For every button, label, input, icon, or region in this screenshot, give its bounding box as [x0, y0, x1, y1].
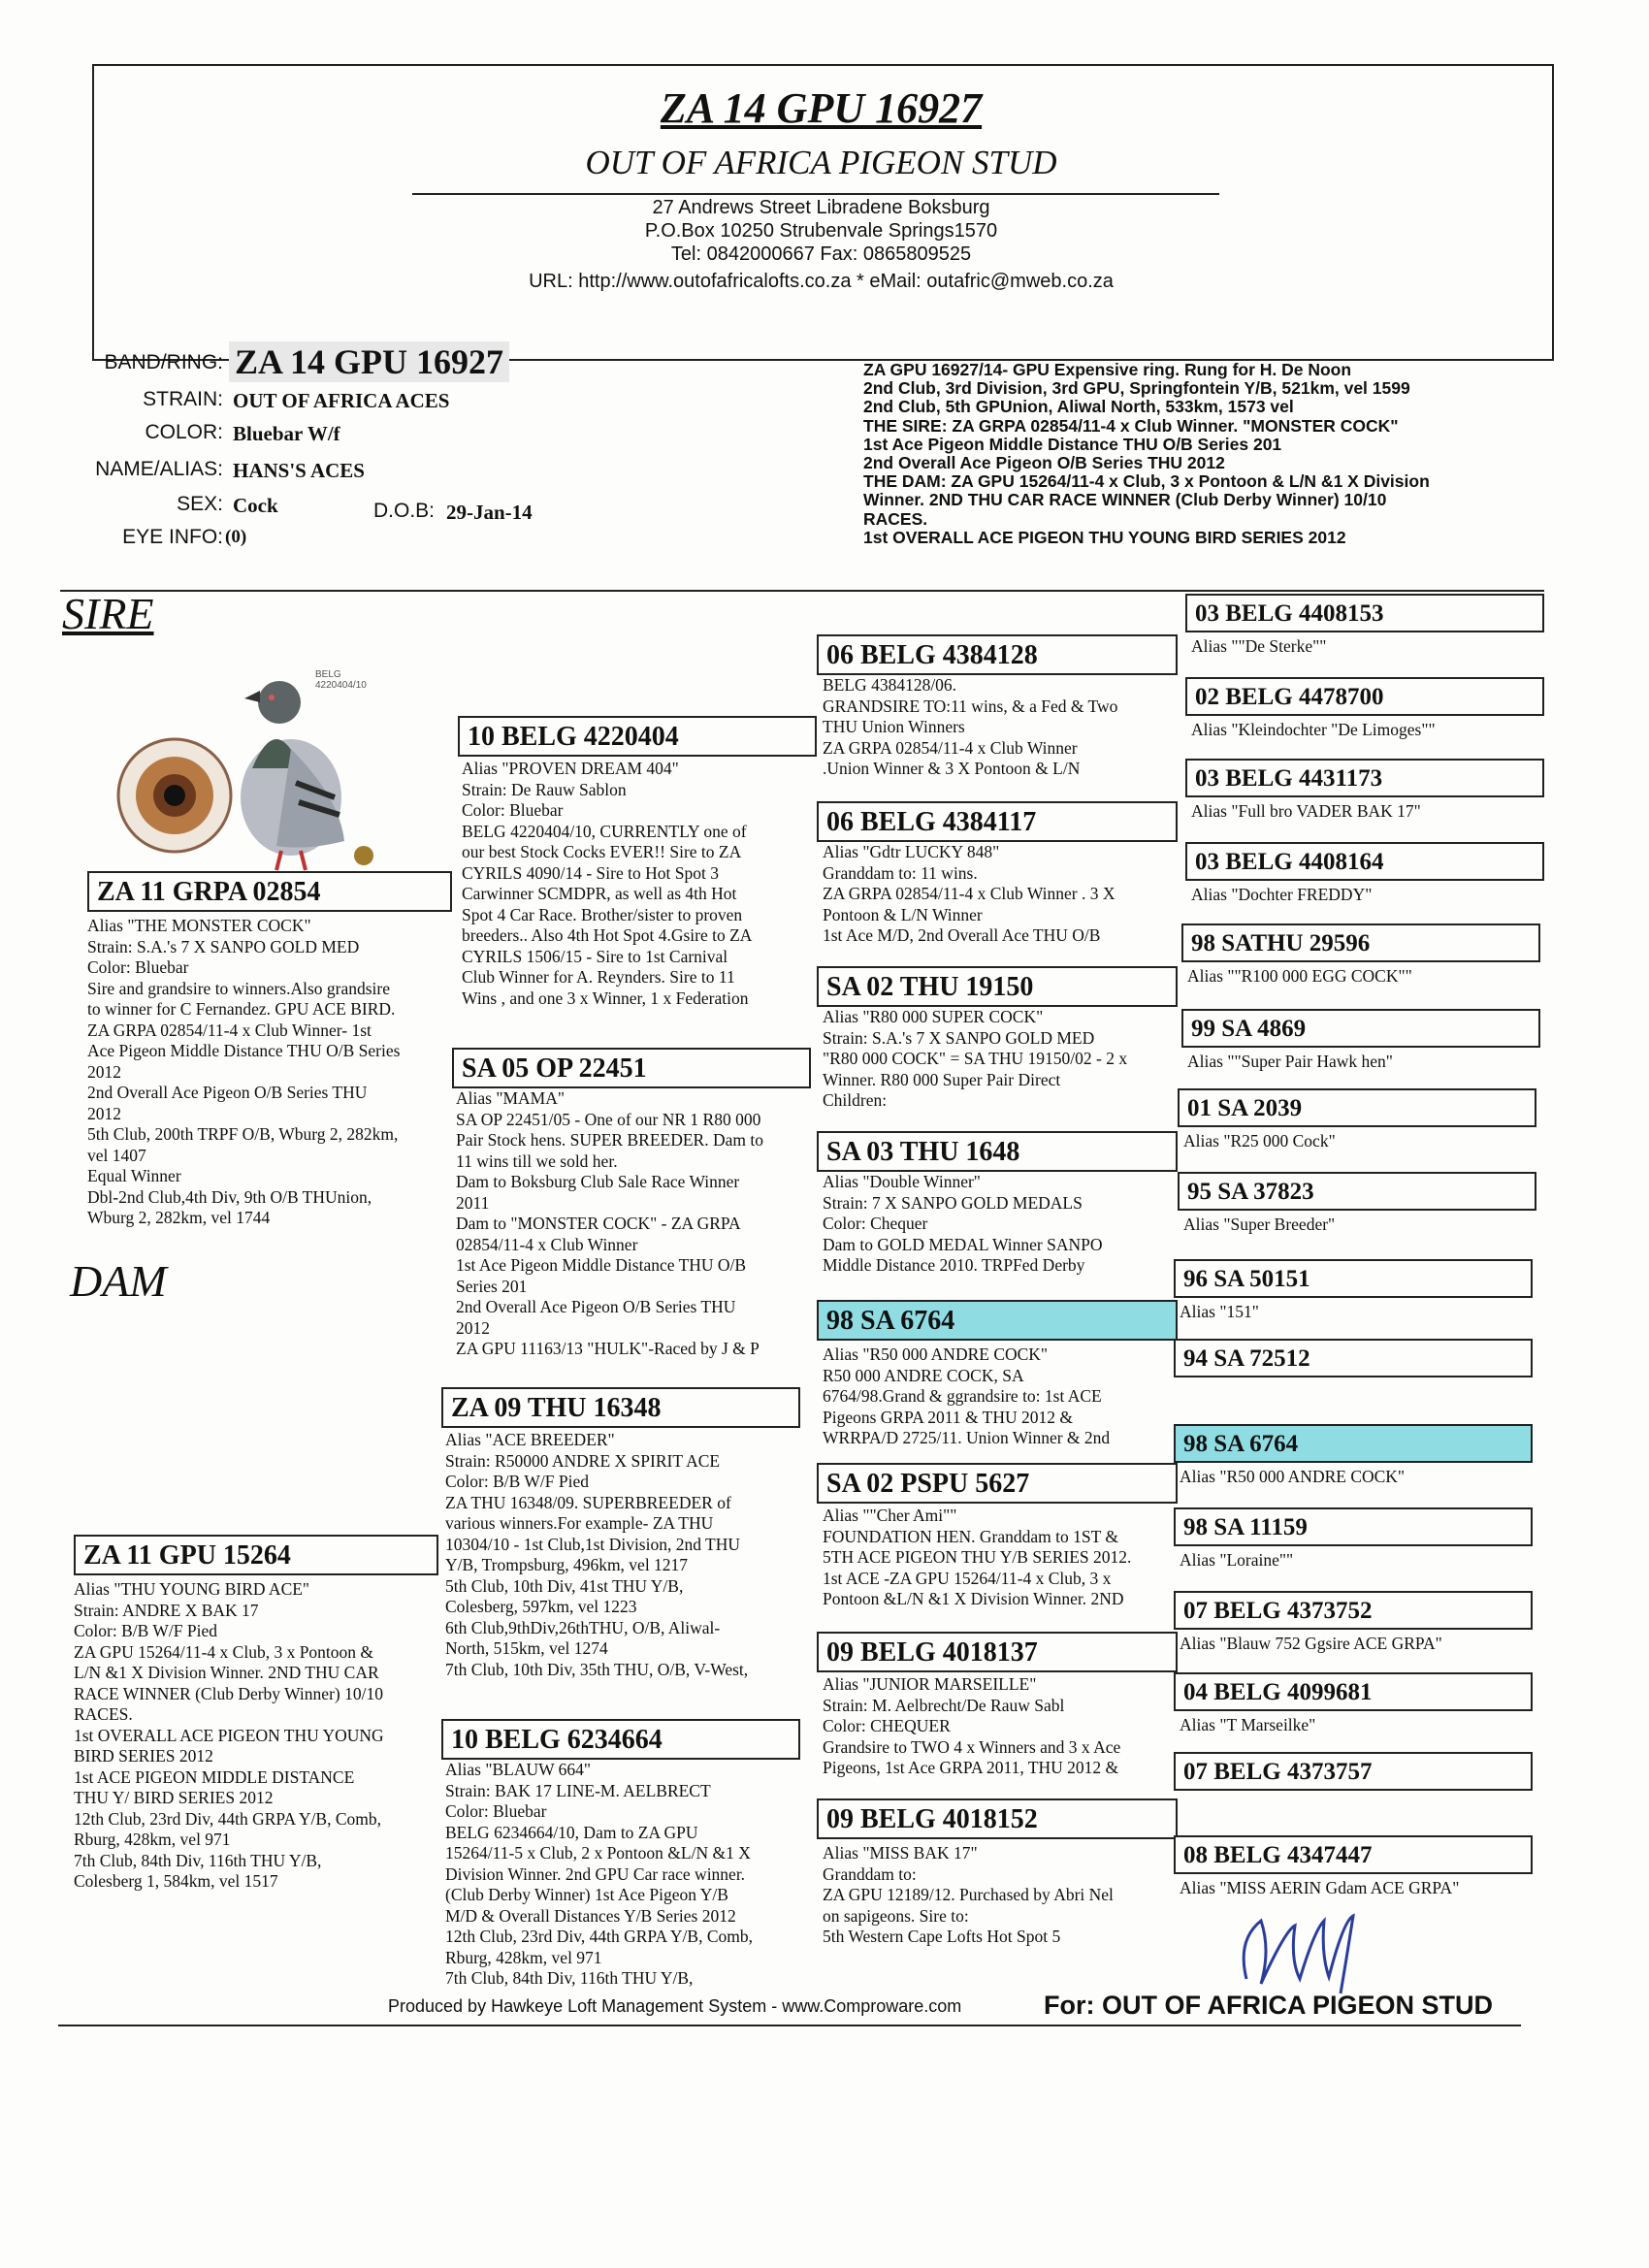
grandparent-line: CYRILS 4090/14 - Sire to Hot Spot 3 — [462, 862, 719, 883]
great-grandparent-line: Children: — [823, 1090, 888, 1110]
grandparent-line: Strain: BAK 17 LINE-M. AELBRECT — [445, 1780, 711, 1800]
dam-line: BIRD SERIES 2012 — [74, 1746, 213, 1766]
produced-by: Produced by Hawkeye Loft Management System - www.Comproware.com — [388, 1996, 962, 2016]
grandparent-line: Strain: De Rauw Sablon — [462, 779, 627, 799]
dam-line: Alias "THU YOUNG BIRD ACE" — [74, 1579, 310, 1599]
note-line: THE SIRE: ZA GRPA 02854/11-4 x Club Winner. "MONSTER COCK" — [863, 415, 1399, 436]
ggg-alias: Alias "Full bro VADER BAK 17" — [1191, 801, 1421, 821]
ggg-alias: Alias "Blauw 752 Ggsire ACE GRPA" — [1180, 1634, 1442, 1653]
dam-line: L/N &1 X Division Winner. 2ND THU CAR — [74, 1663, 379, 1682]
grandparent-line: Pair Stock hens. SUPER BREEDER. Dam to — [456, 1130, 763, 1150]
grandparent-line: Color: Bluebar — [445, 1801, 547, 1821]
note-line: Winner. 2ND THU CAR RACE WINNER (Club Derby Winner) 10/10 — [863, 490, 1387, 510]
grandparent-line: M/D & Overall Distances Y/B Series 2012 — [445, 1905, 736, 1926]
band-value: ZA 14 GPU 16927 — [229, 341, 509, 382]
great-grandparent-line: Grandsire to TWO 4 x Winners and 3 x Ace — [823, 1736, 1121, 1757]
great-grandparent-line: 1st ACE -ZA GPU 15264/11-4 x Club, 3 x — [823, 1568, 1112, 1588]
strain-label: STRAIN: — [143, 388, 223, 410]
grandparent-line: Colesberg, 597km, vel 1223 — [445, 1597, 637, 1616]
great-grandparent-details — [823, 1674, 1183, 1783]
great-grandparent-details — [823, 1172, 1183, 1280]
signature-icon — [1232, 1901, 1368, 1998]
ggg-ring: 98 SATHU 29596 — [1181, 923, 1540, 962]
for-line: For: OUT OF AFRICA PIGEON STUD — [1044, 1991, 1493, 2020]
address-line-2: P.O.Box 10250 Strubenvale Springs1570 — [644, 220, 998, 242]
great-grandparent-ring: SA 03 THU 1648 — [817, 1131, 1178, 1172]
grandparent-line: ZA THU 16348/09. SUPERBREEDER of — [445, 1492, 731, 1512]
sire-line: Equal Winner — [87, 1166, 181, 1185]
color-label: COLOR: — [145, 421, 223, 443]
grandparent-details — [456, 1088, 823, 1379]
ggg-ring: 96 SA 50151 — [1174, 1259, 1533, 1298]
grandparent-line: Carwinner SCMDPR, as well as 4th Hot — [462, 884, 737, 903]
grandparent-line: SA OP 22451/05 - One of our NR 1 R80 000 — [456, 1109, 761, 1129]
great-grandparent-line: Strain: S.A.'s 7 X SANPO GOLD MED — [823, 1027, 1095, 1048]
sire-line: 2nd Overall Ace Pigeon O/B Series THU — [87, 1083, 368, 1102]
grandparent-line: CYRILS 1506/15 - Sire to 1st Carnival — [462, 946, 728, 966]
grandparent-line: Dam to "MONSTER COCK" - ZA GRPA — [456, 1214, 741, 1233]
ggg-ring: 95 SA 37823 — [1178, 1172, 1536, 1211]
ggg-ring: 98 SA 6764 — [1174, 1424, 1533, 1463]
grandparent-ring: ZA 09 THU 16348 — [441, 1387, 800, 1428]
sire-line: ZA GRPA 02854/11-4 x Club Winner- 1st — [87, 1020, 372, 1040]
great-grandparent-line: Strain: M. Aelbrecht/De Rauw Sabl — [823, 1695, 1065, 1715]
sire-line: 2012 — [87, 1103, 121, 1123]
grandparent-line: Alias "PROVEN DREAM 404" — [462, 759, 679, 778]
dam-line: 1st ACE PIGEON MIDDLE DISTANCE — [74, 1766, 355, 1787]
sire-details — [87, 916, 456, 1246]
grandparent-line: Rburg, 428km, vel 971 — [445, 1947, 602, 1967]
ggg-ring: 07 BELG 4373752 — [1174, 1591, 1533, 1630]
great-grandparent-line: Alias "Double Winner" — [823, 1172, 981, 1191]
grandparent-line: 02854/11-4 x Club Winner — [456, 1234, 638, 1254]
note-line: 1st OVERALL ACE PIGEON THU YOUNG BIRD SERIES 2012 — [863, 527, 1346, 547]
ggg-alias: Alias ""De Sterke"" — [1191, 636, 1327, 656]
ggg-ring: 01 SA 2039 — [1178, 1088, 1536, 1127]
ggg-ring: 04 BELG 4099681 — [1174, 1672, 1533, 1711]
name-label: NAME/ALIAS: — [95, 458, 223, 480]
eye-label: EYE INFO: — [122, 526, 223, 548]
dam-label: DAM — [70, 1256, 167, 1306]
note-line: 2nd Club, 5th GPUnion, Aliwal North, 533km, 1573 vel — [863, 397, 1294, 417]
dam-line: Rburg, 428km, vel 971 — [74, 1830, 231, 1849]
great-grandparent-line: Pontoon &L/N &1 X Division Winner. 2ND — [823, 1589, 1124, 1608]
great-grandparent-line: THU Union Winners — [823, 717, 965, 736]
great-grandparent-line: Alias "JUNIOR MARSEILLE" — [823, 1674, 1037, 1694]
grandparent-line: 2nd Overall Ace Pigeon O/B Series THU — [456, 1297, 736, 1316]
sire-line: Alias "THE MONSTER COCK" — [87, 916, 311, 935]
great-grandparent-line: Winner. R80 000 Super Pair Direct — [823, 1069, 1061, 1089]
sire-line: Color: Bluebar — [87, 957, 189, 977]
great-grandparent-line: Color: CHEQUER — [823, 1716, 951, 1735]
ggg-ring: 03 BELG 4408153 — [1185, 594, 1544, 632]
grandparent-line: 7th Club, 10th Div, 35th THU, O/B, V-West, — [445, 1659, 749, 1679]
grandparent-line: Strain: R50000 ANDRE X SPIRIT ACE — [445, 1450, 721, 1471]
note-line: THE DAM: ZA GPU 15264/11-4 x Club, 3 x Pontoon & L/N &1 X Division — [863, 471, 1430, 492]
grandparent-details — [462, 759, 828, 1021]
note-line: 1st Ace Pigeon Middle Distance THU O/B Series 201 — [863, 434, 1282, 454]
sire-line: vel 1407 — [87, 1145, 146, 1165]
dam-details — [74, 1579, 442, 1909]
grandparent-line: BELG 4220404/10, CURRENTLY one of — [462, 821, 747, 841]
sire-line: 2012 — [87, 1061, 121, 1082]
great-grandparent-ring: SA 02 THU 19150 — [817, 966, 1178, 1007]
pedigree-notes — [863, 361, 1552, 547]
grandparent-line: 2011 — [456, 1192, 490, 1213]
great-grandparent-line: R50 000 ANDRE COCK, SA — [823, 1365, 1024, 1385]
great-grandparent-line: BELG 4384128/06. — [823, 675, 957, 695]
great-grandparent-line: 6764/98.Grand & ggrandsire to: 1st ACE — [823, 1386, 1102, 1406]
grandparent-line: Alias "ACE BREEDER" — [445, 1430, 615, 1449]
sire-line: 5th Club, 200th TRPF O/B, Wburg 2, 282km, — [87, 1124, 399, 1144]
great-grandparent-line: GRANDSIRE TO:11 wins, & a Fed & Two — [823, 696, 1118, 716]
great-grandparent-line: .Union Winner & 3 X Pontoon & L/N — [823, 759, 1081, 778]
eye-value: (0) — [225, 527, 247, 547]
dam-line: ZA GPU 15264/11-4 x Club, 3 x Pontoon & — [74, 1641, 374, 1662]
grandparent-ring: 10 BELG 4220404 — [458, 716, 817, 757]
section-rule — [60, 590, 1544, 592]
grandparent-line: 6th Club,9thDiv,26thTHU, O/B, Aliwal- — [445, 1617, 721, 1637]
dam-line: THU Y/ BIRD SERIES 2012 — [74, 1788, 274, 1807]
dam-ring: ZA 11 GPU 15264 — [74, 1535, 438, 1575]
grandparent-details — [445, 1430, 812, 1711]
grandparent-line: 7th Club, 84th Div, 116th THU Y/B, — [445, 1968, 694, 1988]
great-grandparent-line: Dam to GOLD MEDAL Winner SANPO — [823, 1234, 1103, 1254]
great-grandparent-ring: 06 BELG 4384117 — [817, 801, 1178, 842]
sire-line: Ace Pigeon Middle Distance THU O/B Series — [87, 1041, 401, 1060]
ggg-alias: Alias "Kleindochter "De Limoges"" — [1191, 720, 1436, 739]
grandparent-line: 2012 — [456, 1317, 490, 1338]
photo-caption: BELG 4220404/10 — [315, 669, 367, 691]
dam-line: Strain: ANDRE X BAK 17 — [74, 1600, 259, 1620]
ggg-alias: Alias ""Super Pair Hawk hen" — [1187, 1052, 1393, 1071]
grandparent-details — [445, 1760, 812, 2008]
dam-line: Colesberg 1, 584km, vel 1517 — [74, 1871, 278, 1891]
pigeon-photo — [97, 652, 388, 875]
ggg-ring: 03 BELG 4431173 — [1185, 759, 1544, 797]
great-grandparent-line: ZA GPU 12189/12. Purchased by Abri Nel — [823, 1885, 1114, 1904]
great-grandparent-line: FOUNDATION HEN. Granddam to 1ST & — [823, 1526, 1118, 1546]
great-grandparent-ring: 06 BELG 4384128 — [817, 634, 1178, 675]
great-grandparent-ring: 98 SA 6764 — [817, 1300, 1178, 1341]
ggg-alias: Alias ""R100 000 EGG COCK"" — [1187, 966, 1412, 986]
great-grandparent-details — [823, 842, 1183, 951]
sire-ring: ZA 11 GRPA 02854 — [87, 871, 452, 912]
great-grandparent-ring: SA 02 PSPU 5627 — [817, 1463, 1178, 1504]
great-grandparent-details — [823, 675, 1183, 784]
sex-value: Cock — [233, 494, 278, 517]
header-rule — [412, 193, 1219, 195]
great-grandparent-line: Alias "Gdtr LUCKY 848" — [823, 842, 1000, 861]
great-grandparent-line: Color: Chequer — [823, 1214, 928, 1233]
grandparent-line: Spot 4 Car Race. Brother/sister to proven — [462, 904, 743, 924]
name-value: HANS'S ACES — [233, 459, 365, 482]
ggg-ring: 99 SA 4869 — [1181, 1009, 1540, 1048]
great-grandparent-line: 5th Western Cape Lofts Hot Spot 5 — [823, 1927, 1061, 1946]
great-grandparent-line: Granddam to: 11 wins. — [823, 862, 978, 883]
great-grandparent-line: Alias "R50 000 ANDRE COCK" — [823, 1345, 1049, 1364]
sire-line: Dbl-2nd Club,4th Div, 9th O/B THUnion, — [87, 1186, 372, 1207]
great-grandparent-details — [823, 1345, 1183, 1453]
dam-line: 1st OVERALL ACE PIGEON THU YOUNG — [74, 1725, 384, 1745]
great-grandparent-line: ZA GRPA 02854/11-4 x Club Winner — [823, 737, 1078, 758]
great-grandparent-line: Strain: 7 X SANPO GOLD MEDALS — [823, 1192, 1083, 1213]
footer-rule — [58, 2025, 1521, 2026]
grandparent-line: Y/B, Trompsburg, 496km, vel 1217 — [445, 1555, 689, 1574]
band-label: BAND/RING: — [104, 351, 223, 373]
ggg-ring: 03 BELG 4408164 — [1185, 842, 1544, 881]
sire-line: to winner for C Fernandez. GPU ACE BIRD. — [87, 999, 396, 1019]
stud-name: OUT OF AFRICA PIGEON STUD — [585, 144, 1057, 181]
grandparent-line: Division Winner. 2nd GPU Car race winner. — [445, 1863, 746, 1884]
note-line: RACES. — [863, 508, 928, 529]
great-grandparent-line: Granddam to: — [823, 1863, 917, 1884]
ggg-ring: 02 BELG 4478700 — [1185, 677, 1544, 716]
grandparent-line: Alias "BLAUW 664" — [445, 1760, 592, 1779]
grandparent-line: BELG 6234664/10, Dam to ZA GPU — [445, 1822, 698, 1842]
grandparent-ring: SA 05 OP 22451 — [452, 1048, 811, 1088]
great-grandparent-line: Middle Distance 2010. TRPFed Derby — [823, 1255, 1085, 1275]
grandparent-line: Color: B/B W/F Pied — [445, 1472, 589, 1491]
page-title: ZA 14 GPU 16927 — [660, 84, 983, 132]
note-line: ZA GPU 16927/14- GPU Expensive ring. Rung for H. De Noon — [863, 360, 1352, 379]
grandparent-line: North, 515km, vel 1274 — [445, 1638, 608, 1658]
great-grandparent-line: 1st Ace M/D, 2nd Overall Ace THU O/B — [823, 925, 1101, 945]
sire-line: Sire and grandsire to winners.Also grandsire — [87, 978, 391, 998]
grandparent-line: breeders.. Also 4th Hot Spot 4.Gsire to ZA — [462, 925, 753, 945]
dam-line: RACE WINNER (Club Derby Winner) 10/10 — [74, 1683, 383, 1703]
grandparent-line: Wins , and one 3 x Winner, 1 x Federation — [462, 988, 749, 1008]
grandparent-line: various winners.For example- ZA THU — [445, 1513, 714, 1533]
grandparent-line: 15264/11-5 x Club, 2 x Pontoon &L/N &1 X — [445, 1843, 751, 1863]
sex-label: SEX: — [177, 493, 223, 515]
dam-line: Color: B/B W/F Pied — [74, 1621, 217, 1640]
grandparent-line: ZA GPU 11163/13 "HULK"-Raced by J & P — [456, 1339, 760, 1358]
ggg-alias: Alias "151" — [1180, 1302, 1259, 1321]
grandparent-line: 5th Club, 10th Div, 41st THU Y/B, — [445, 1575, 684, 1596]
note-line: 2nd Club, 3rd Division, 3rd GPU, Springfontein Y/B, 521km, vel 1599 — [863, 378, 1410, 399]
great-grandparent-details — [823, 1007, 1183, 1116]
ggg-alias: Alias "T Marseilke" — [1180, 1715, 1316, 1734]
ggg-ring: 98 SA 11159 — [1174, 1507, 1533, 1546]
ggg-alias: Alias "Super Breeder" — [1183, 1215, 1336, 1234]
ggg-alias: Alias "R50 000 ANDRE COCK" — [1180, 1467, 1406, 1486]
sire-line: Wburg 2, 282km, vel 1744 — [87, 1208, 271, 1227]
grandparent-line: Alias "MAMA" — [456, 1088, 565, 1108]
address-line-1: 27 Andrews Street Libradene Boksburg — [652, 197, 990, 218]
dam-line: RACES. — [74, 1704, 133, 1724]
great-grandparent-line: "R80 000 COCK" = SA THU 19150/02 - 2 x — [823, 1049, 1128, 1068]
ggg-ring: 07 BELG 4373757 — [1174, 1752, 1533, 1791]
grandparent-line: 10304/10 - 1st Club,1st Division, 2nd THU — [445, 1534, 741, 1554]
grandparent-line: Club Winner for A. Reynders. Sire to 11 — [462, 967, 735, 987]
ggg-ring: 94 SA 72512 — [1174, 1339, 1533, 1377]
great-grandparent-details — [823, 1843, 1183, 1952]
ggg-alias: Alias "Dochter FREDDY" — [1191, 885, 1373, 904]
grandparent-line: 12th Club, 23rd Div, 44th GRPA Y/B, Comb, — [445, 1927, 753, 1946]
great-grandparent-line: Alias "R80 000 SUPER COCK" — [823, 1007, 1044, 1026]
sire-label: SIRE — [62, 589, 154, 638]
dob-label: D.O.B: — [373, 500, 436, 522]
great-grandparent-ring: 09 BELG 4018137 — [817, 1632, 1178, 1672]
ggg-ring: 08 BELG 4347447 — [1174, 1835, 1533, 1874]
dob-value: 29-Jan-14 — [446, 501, 533, 524]
dam-line: 7th Club, 84th Div, 116th THU Y/B, — [74, 1850, 322, 1870]
great-grandparent-line: Alias "MISS BAK 17" — [823, 1843, 978, 1863]
grandparent-ring: 10 BELG 6234664 — [441, 1719, 800, 1760]
grandparent-line: (Club Derby Winner) 1st Ace Pigeon Y/B — [445, 1885, 728, 1904]
great-grandparent-line: on sapigeons. Sire to: — [823, 1905, 969, 1926]
url-line: URL: http://www.outofafricalofts.co.za * eMail: outafric@mweb.co.za — [529, 271, 1114, 292]
note-line: 2nd Overall Ace Pigeon O/B Series THU 2012 — [863, 453, 1225, 473]
grandparent-line: Color: Bluebar — [462, 800, 564, 820]
ggg-alias: Alias "MISS AERIN Gdam ACE GRPA" — [1180, 1878, 1460, 1897]
dam-line: 12th Club, 23rd Div, 44th GRPA Y/B, Comb, — [74, 1808, 381, 1829]
sire-line: Strain: S.A.'s 7 X SANPO GOLD MED — [87, 936, 360, 956]
great-grandparent-details — [823, 1506, 1183, 1614]
ggg-alias: Alias "Loraine"" — [1180, 1550, 1294, 1570]
great-grandparent-line: Pontoon & L/N Winner — [823, 904, 983, 924]
phone-line: Tel: 0842000667 Fax: 0865809525 — [670, 243, 972, 265]
great-grandparent-line: Pigeons GRPA 2011 & THU 2012 & — [823, 1407, 1074, 1427]
great-grandparent-line: WRRPA/D 2725/11. Union Winner & 2nd — [823, 1428, 1111, 1447]
color-value: Bluebar W/f — [233, 422, 340, 445]
grandparent-line: 1st Ace Pigeon Middle Distance THU O/B — [456, 1255, 747, 1275]
grandparent-line: 11 wins till we sold her. — [456, 1150, 618, 1171]
strain-value: OUT OF AFRICA ACES — [233, 389, 450, 412]
ggg-alias: Alias "R25 000 Cock" — [1183, 1131, 1336, 1150]
grandparent-line: Dam to Boksburg Club Sale Race Winner — [456, 1172, 740, 1191]
great-grandparent-ring: 09 BELG 4018152 — [817, 1798, 1178, 1839]
great-grandparent-line: 5TH ACE PIGEON THU Y/B SERIES 2012. — [823, 1547, 1132, 1567]
great-grandparent-line: Alias ""Cher Ami"" — [823, 1506, 957, 1525]
grandparent-line: Series 201 — [456, 1276, 528, 1296]
grandparent-line: our best Stock Cocks EVER!! Sire to ZA — [462, 842, 742, 861]
great-grandparent-line: Pigeons, 1st Ace GRPA 2011, THU 2012 & — [823, 1758, 1119, 1777]
great-grandparent-line: ZA GRPA 02854/11-4 x Club Winner . 3 X — [823, 884, 1116, 903]
